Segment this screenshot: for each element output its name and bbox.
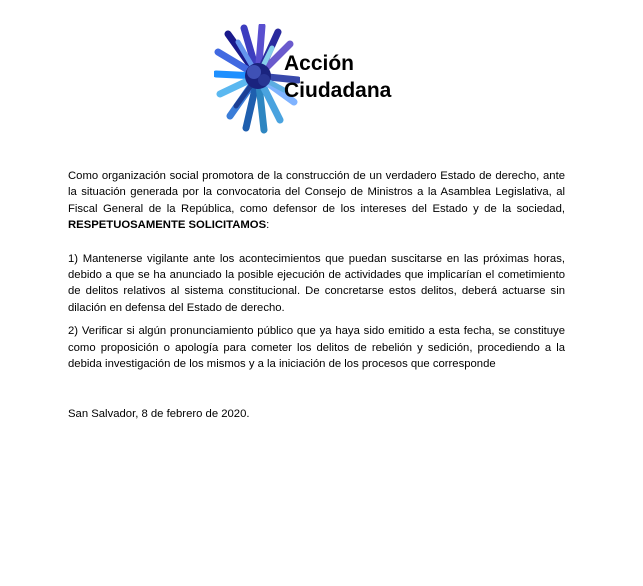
intro-text: Como organización social promotora de la construcción de un verdadero Estado de derecho, ante la situación generada por la convocatoria del Consejo de Ministros a la Asamblea Legislativa, al Fiscal General de la República, como defensor de los intereses del Estado y de la sociedad, — [68, 170, 565, 215]
point-2-paragraph: 2) Verificar si algún pronunciamiento público que ya haya sido emitido a esta fecha, se constituye como proposición o apología para cometer los delitos de rebelión y sedición, procediendo a la debida investigación de los mismos y a la iniciación de los procesos que corresponde — [68, 325, 565, 371]
logo-line-1: Acción — [284, 52, 355, 75]
logo-line-2: Ciudadana — [284, 79, 392, 102]
letter-body — [68, 168, 565, 423]
intro-paragraph — [68, 168, 565, 234]
request-heading: RESPETUOSAMENTE SOLICITAMOS — [68, 219, 267, 232]
point-1-paragraph: 1) Mantenerse vigilante ante los acontecimientos que puedan suscitarse en las próximas horas, debido a que se ha anunciado la posible ejecución de actividades que implicarían el cometimiento de delitos relativos al sistema constitucional. De concretarse estos delitos, deberá actuarse sin dilación en defensa del Estado de derecho. — [68, 252, 565, 314]
request-colon: : — [266, 219, 270, 232]
logo-wordmark — [284, 50, 391, 104]
place-date: San Salvador, 8 de febrero de 2020. — [68, 408, 250, 421]
organization-logo — [214, 24, 424, 142]
